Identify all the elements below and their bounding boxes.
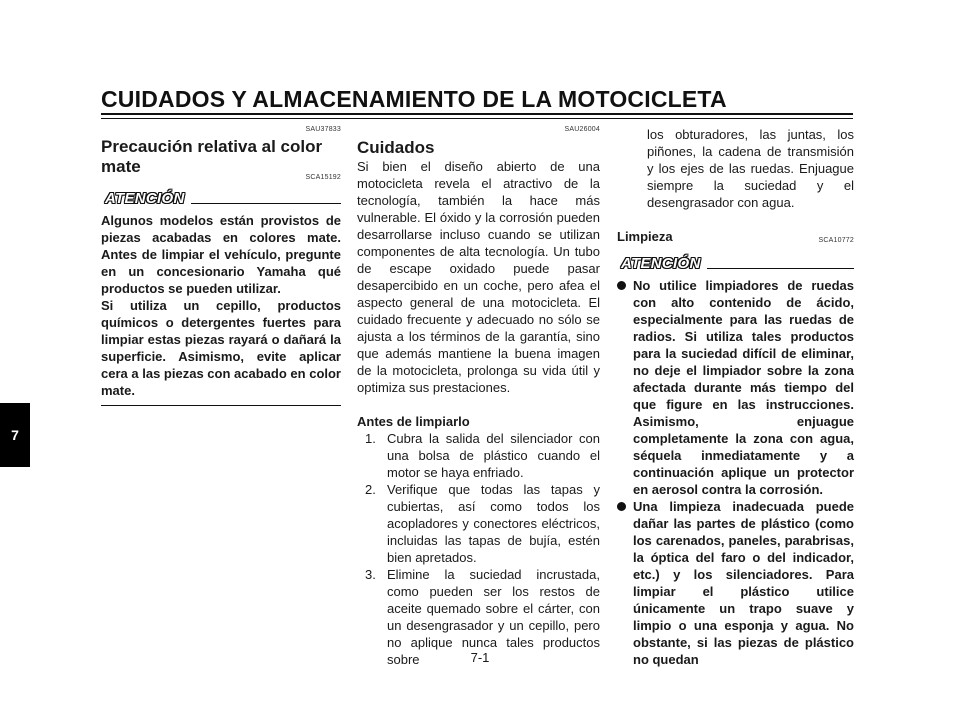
warning-header [101, 186, 341, 210]
subsection-title-before-cleaning: Antes de limpiarlo [357, 414, 470, 429]
column-2 [357, 121, 600, 668]
bullet-icon [617, 281, 626, 290]
bullet-icon [617, 502, 626, 511]
list-item [617, 277, 854, 498]
cleaning-warning-list [617, 277, 854, 668]
warning-paragraph: Si utiliza un cepillo, productos químicos o detergentes fuertes para limpiar estas piezas rayará o dañará la superficie. Asimismo, evite aplicar cera a las piezas con acabado en color mate. [101, 298, 341, 398]
warning-label: ATENCIÓN [621, 254, 701, 272]
step-3-continuation: los obturadores, las juntas, los piñones, la cadena de transmisión y los ejes de las ruedas. Enjuague siempre la suciedad y el desengrasador con agua. [647, 127, 854, 210]
column-1 [101, 121, 341, 406]
step-number: 2. [365, 482, 376, 497]
step-number: 3. [365, 567, 376, 582]
subsection-header [617, 228, 854, 245]
page-header-title: CUIDADOS Y ALMACENAMIENTO DE LA MOTOCICLETA [101, 86, 727, 112]
list-item [617, 498, 854, 668]
chapter-tab: 7 [0, 403, 30, 467]
warning-paragraph: Algunos modelos están provistos de piezas acabadas en colores mate. Antes de limpiar el vehículo, pregunte en un concesionario Yamaha qué productos se pueden utilizar. [101, 213, 341, 296]
section-code: SAU37833 [305, 126, 341, 133]
warning-header-rule [191, 203, 341, 204]
list-item [365, 481, 600, 566]
section-title-care: Cuidados [357, 138, 435, 157]
header-rule-thin [101, 118, 853, 119]
section-title-matte-color [101, 137, 341, 177]
intro-paragraph: Si bien el diseño abierto de una motocicleta revela el atractivo de la tecnología, también la hace más vulnerable. El óxido y la corrosión pueden desarrollarse incluso cuando se utilizan componentes de alta tecnología. Un tubo de escape oxidado puede pasar desapercibido en un coche, pero afea el aspecto general de una motocicleta. El cuidado frecuente y adecuado no sólo se ajusta a los términos de la garantía, sino que además mantiene la buena imagen de la motocicleta, prolonga su vida útil y optimiza sus prestaciones. [357, 159, 600, 395]
step-number: 1. [365, 431, 376, 446]
column-3 [617, 126, 854, 668]
bullet-text: No utilice limpiadores de ruedas con alto contenido de ácido, especialmente para las ruedas de radios. Si utiliza tales productos para la suciedad difícil de eliminar, no deje el limpiador sobre la zona afectada durante más tiempo del que figure en las instrucciones. Asimismo, enjuague completamente la zona con agua, séquela inmediatamente y a continuación aplique un protector en aerosol contra la corrosión. [633, 278, 854, 497]
cleaning-steps-list [357, 430, 600, 668]
warning-code: SCA10772 [818, 237, 854, 244]
subsection-title-cleaning: Limpieza [617, 229, 673, 244]
paragraph-gap [357, 396, 600, 413]
section-title-text: Precaución relativa al color mate [101, 137, 323, 176]
warning-label: ATENCIÓN [105, 189, 185, 207]
warning-bottom-rule [101, 405, 341, 406]
list-item [365, 430, 600, 481]
step-text: Elimine la suciedad incrustada, como pueden ser los restos de aceite quemado sobre el cárter, con un desengrasador y un cepillo, pero no aplique nunca tales productos sobre [387, 567, 600, 667]
warning-header [617, 251, 854, 275]
step-text: Cubra la salida del silenciador con una bolsa de plástico cuando el motor se haya enfriado. [387, 431, 600, 480]
section-code: SAU26004 [564, 126, 600, 133]
page-number: 7-1 [470, 650, 490, 665]
step-text: Verifique que todas las tapas y cubiertas, así como todos los acopladores y conectores eléctricos, incluidas las tapas de bujía, estén bien apretados. [387, 482, 600, 565]
paragraph-gap [617, 211, 854, 228]
warning-header-rule [707, 268, 854, 269]
header-rule-thick [101, 113, 853, 115]
bullet-text: Una limpieza inadecuada puede dañar las partes de plástico (como los carenados, paneles, parabrisas, la óptica del faro o del indicador, etc.) y los silenciadores. Para limpiar el plástico utilice únicamente un trapo suave y limpio o una esponja y agua. No obstante, si las piezas de plástico no quedan [633, 499, 854, 667]
warning-code: SCA15192 [305, 174, 341, 181]
